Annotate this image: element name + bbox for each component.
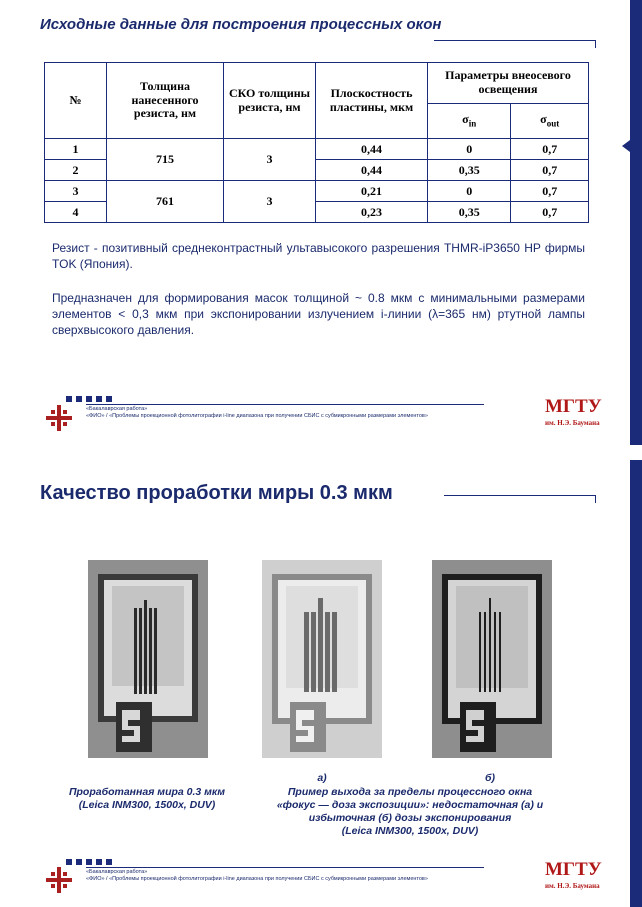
cell-sigma-in: 0 [428, 181, 511, 202]
cell-thickness: 761 [107, 181, 224, 223]
footer-squares [66, 396, 112, 402]
slide-2 [0, 455, 642, 907]
cell-sigma-in: 0 [428, 139, 511, 160]
slide-1-title: Исходные данные для построения процессных окон [40, 16, 442, 33]
cell-num: 3 [45, 181, 107, 202]
brand-subtitle: им. Н.Э. Баумана [545, 882, 600, 890]
cell-num: 1 [45, 139, 107, 160]
cell-sko: 3 [224, 139, 316, 181]
resist-purpose: Предназначен для формирования масок толщиной ~ 0.8 мкм с минимальными размерами элементов < 0,3 мкм при экспонировании излучением i-линии (λ=365 нм) ртутной лампы сверхвысокого давления. [52, 291, 585, 337]
cell-sigma-out: 0,7 [511, 202, 589, 223]
header-num: № [45, 63, 107, 139]
slide-2-title: Качество проработки миры 0.3 мкм [40, 482, 393, 504]
header-sigma-out: $\sigma_{out}$ [511, 104, 589, 139]
header-thickness: Толщина нанесенного резиста, нм [107, 63, 224, 139]
cell-flatness: 0,44 [316, 160, 428, 181]
cell-sigma-in: 0,35 [428, 160, 511, 181]
header-sigma-in: $\sigma_{in}$ [428, 104, 511, 139]
microscope-photo-good [88, 560, 208, 758]
title-rule [444, 495, 596, 496]
slide-1-side-arrow [622, 140, 630, 152]
title-rule [434, 40, 596, 41]
photo-label-b: б) [485, 772, 495, 784]
cell-sigma-out: 0,7 [511, 181, 589, 202]
header-illumination: Параметры внеосевого освещения [428, 63, 589, 104]
slide-2-side-bar [630, 460, 642, 907]
microscope-photo-b [432, 560, 552, 758]
brand-subtitle: им. Н.Э. Баумана [545, 419, 600, 427]
bmstu-emblem-icon [46, 405, 72, 431]
bmstu-emblem-icon [46, 867, 72, 893]
brand-logo: МГТУ [545, 396, 602, 417]
slide-1-side-bar [630, 0, 642, 445]
cell-sko: 3 [224, 181, 316, 223]
process-data-table [44, 62, 589, 223]
title-rule-end [595, 40, 596, 48]
cell-sigma-in: 0,35 [428, 202, 511, 223]
header-sko: СКО толщины резиста, нм [224, 63, 316, 139]
cell-flatness: 0,44 [316, 139, 428, 160]
footer-rule [86, 404, 484, 405]
title-rule-end [595, 495, 596, 503]
slide-1 [0, 0, 642, 445]
footer-rule [86, 867, 484, 868]
cell-thickness: 715 [107, 139, 224, 181]
table-row [45, 139, 589, 160]
caption-right: Пример выхода за пределы процессного окна «фокус — доза экспозиции»: недостаточная (а) и избыточная (б) дозы экспонирования (Leica INM300, 1500x, DUV) [276, 786, 544, 837]
cell-flatness: 0,21 [316, 181, 428, 202]
footer-text: «Бакалаврская работа» «ФИО» / «Проблемы проекционной фотолитографии i-line диапазона при получении СБИС с субмикронными размерами элементов» [86, 869, 428, 882]
brand-logo: МГТУ [545, 859, 602, 880]
microscope-photo-a [262, 560, 382, 758]
header-flatness: Плоскостность пластины, мкм [316, 63, 428, 139]
caption-left: Проработанная мира 0.3 мкм (Leica INM300, 1500x, DUV) [68, 786, 226, 811]
cell-flatness: 0,23 [316, 202, 428, 223]
footer-text: «Бакалаврская работа» «ФИО» / «Проблемы проекционной фотолитографии i-line диапазона при получении СБИС с субмикронными размерами элементов» [86, 406, 428, 419]
table-row [45, 181, 589, 202]
cell-sigma-out: 0,7 [511, 160, 589, 181]
cell-num: 4 [45, 202, 107, 223]
photo-label-a: а) [317, 772, 327, 784]
footer-squares [66, 859, 112, 865]
cell-num: 2 [45, 160, 107, 181]
resist-description: Резист - позитивный среднеконтрастный ультавысокого разрешения THMR-iP3650 HP фирмы TOK (Япония). [52, 241, 585, 271]
cell-sigma-out: 0,7 [511, 139, 589, 160]
